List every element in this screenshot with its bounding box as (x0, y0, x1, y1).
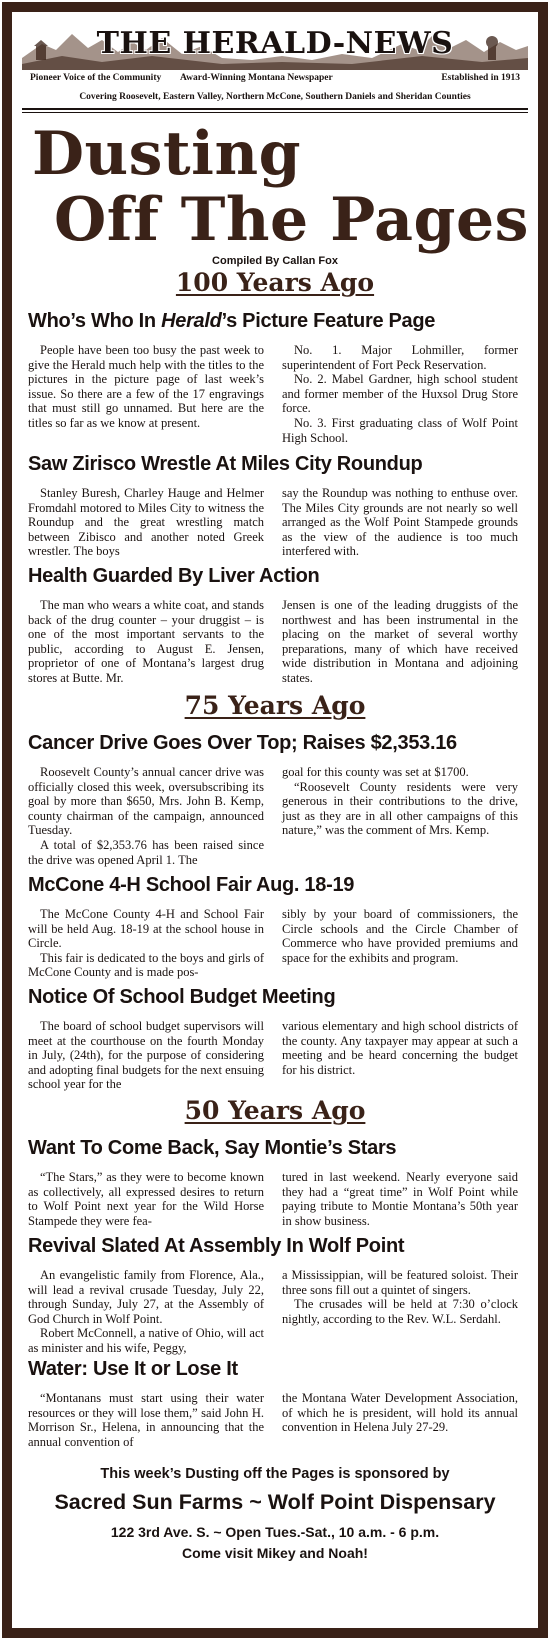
article-paragraph: No. 2. Mabel Gardner, high school student and former member of the Huxsol Drug Store force. (282, 372, 518, 416)
article-paragraph: People have been too busy the past week to give the Herald much help with the titles to the pictures in the picture page of last week’s issue. So there are a few of the 17 engravings that must still go unnamed. But here are the titles so far as we know at present. (28, 343, 264, 430)
sponsor-intro: This week’s Dusting off the Pages is sponsored by (100, 1466, 450, 1482)
article-column-right (282, 1019, 518, 1077)
masthead-right-tag: Established in 1913 (441, 73, 520, 83)
article-headline: Health Guarded By Liver Action (28, 565, 320, 587)
masthead-left-tag: Pioneer Voice of the Community (30, 73, 162, 83)
era-heading-75: 75 Years Ago (184, 691, 366, 720)
article-column-right (282, 343, 518, 445)
article-headline: Who’s Who In Herald’s Picture Feature Page (28, 310, 436, 332)
page-title-line-1: Dusting (32, 119, 302, 189)
article-column-right (282, 598, 518, 686)
masthead-title: THE HERALD-NEWS (96, 26, 454, 61)
article-paragraph: various elementary and high school districts of the county. Any taxpayer may appear at such a meeting and be heard concerning the budget for his district. (282, 1019, 518, 1077)
page-frame (2, 2, 548, 1638)
article-headline: Notice Of School Budget Meeting (28, 986, 336, 1008)
article-paragraph: Roosevelt County’s annual cancer drive was officially closed this week, oversubscribing its goal by more than $650, Mrs. John B. Kemp, county chairman of the campaign, announced Tuesday. (28, 765, 264, 838)
article-column-left (28, 598, 264, 686)
masthead-center-tag: Award-Winning Montana Newspaper (180, 73, 333, 83)
article-column-left (28, 907, 264, 980)
article-headline: Saw Zirisco Wrestle At Miles City Roundup (28, 453, 423, 475)
masthead (22, 20, 528, 114)
masthead-tagline-row (22, 73, 528, 87)
article-column-left (28, 765, 264, 867)
article-paragraph: No. 3. First graduating class of Wolf Point High School. (282, 415, 518, 445)
article-paragraph: Stanley Buresh, Charley Hauge and Helmer Fromdahl motored to Miles City to witness the Roundup and the great wrestling match between Zibisco and another noted Greek wrestler. The boys (28, 486, 264, 559)
article-column-right (282, 765, 518, 838)
byline: Compiled By Callan Fox (212, 255, 338, 267)
article-paragraph: An evangelistic family from Florence, Ala., will lead a revival crusade Tuesday, July 22, through Sunday, July 27, at the Assembly of God Church in Wolf Point. (28, 1268, 264, 1326)
article-paragraph: The McCone County 4-H and School Fair will be held Aug. 18-19 at the school house in Circle. (28, 907, 264, 951)
sponsor-invitation: Come visit Mikey and Noah! (182, 1545, 368, 1561)
article-paragraph: Robert McConnell, a native of Ohio, will act as minister and his wife, Peggy, (28, 1326, 264, 1355)
article-paragraph: The crusades will be held at 7:30 o’clock nightly, according to the Rev. W.L. Serdahl. (282, 1297, 518, 1326)
article-paragraph: The man who wears a white coat, and stands back of the drug counter – your druggist – is one of the most important servants to the public, according to August E. Jensen, proprietor of one of Montana’s largest drug stores at Butte. Mr. (28, 598, 264, 685)
article-paragraph: The board of school budget supervisors will meet at the courthouse on the fourth Monday in July, (24th), for the purpose of considering and adopting final budgets for the next ensuing school year for the (28, 1019, 264, 1092)
sponsor-address-hours: 122 3rd Ave. S. ~ Open Tues.-Sat., 10 a.m. - 6 p.m. (110, 1524, 440, 1540)
article-headline: Water: Use It or Lose It (28, 1358, 238, 1380)
masthead-rule (22, 108, 528, 110)
article-paragraph: the Montana Water Development Association, of which he is president, will hold its annual convention in Helena July 27-29. (282, 1391, 518, 1435)
article-paragraph: tured in last weekend. Nearly everyone said they had a “great time” in Wolf Point while paying tribute to Montie Montana’s 50th year in show business. (282, 1170, 518, 1228)
article-column-left (28, 343, 264, 431)
article-headline: McCone 4-H School Fair Aug. 18-19 (28, 874, 355, 896)
sponsor-name: Sacred Sun Farms ~ Wolf Point Dispensary (54, 1490, 496, 1514)
article-column-right (282, 1268, 518, 1326)
page-title-line-2: Off The Pages (54, 185, 529, 255)
article-paragraph: sibly by your board of commissioners, the Circle schools and the Circle Chamber of Commerce who have provided premiums and space for the exhibits and program. (282, 907, 518, 965)
article-column-right (282, 1170, 518, 1228)
article-paragraph: say the Roundup was nothing to enthuse over. The Miles City grounds are not nearly so well arranged as the Wolf Point Stampede grounds as the view of the audience is too much interfered with. (282, 486, 518, 559)
article-paragraph: This fair is dedicated to the boys and girls of McCone County and is made pos- (28, 950, 264, 980)
article-paragraph: “Roosevelt County residents were very generous in their contributions to the drive, just as they are in all other campaigns of this nature,” was the comment of Mrs. Kemp. (282, 779, 518, 838)
article-paragraph: a Mississippian, will be featured soloist. Their three sons fill out a quintet of singers. (282, 1268, 518, 1297)
article-column-right (282, 907, 518, 965)
article-paragraph: “The Stars,” as they were to become known as collectively, all expressed desires to return to Wolf Point next year for the Wild Horse Stampede they were fea- (28, 1170, 264, 1228)
article-column-left (28, 1391, 264, 1449)
article-paragraph: A total of $2,353.76 has been raised since the drive was opened April 1. The (28, 837, 264, 867)
article-paragraph: “Montanans must start using their water resources or they will lose them,” said John H. Morrison Sr., Helena, in announcing that the annual convention of (28, 1391, 264, 1449)
article-column-left (28, 1268, 264, 1356)
article-paragraph: goal for this county was set at $1700. (282, 765, 469, 779)
article-column-left (28, 1170, 264, 1228)
article-column-left (28, 1019, 264, 1092)
article-column-right (282, 1391, 518, 1435)
article-headline: Want To Come Back, Say Montie’s Stars (28, 1137, 397, 1159)
era-heading-100: 100 Years Ago (175, 268, 375, 297)
masthead-coverage: Covering Roosevelt, Eastern Valley, Northern McCone, Southern Daniels and Sheridan Counties (79, 92, 471, 102)
article-paragraph: No. 1. Major Lohmiller, former superintendent of Fort Peck Reservation. (282, 343, 518, 372)
article-column-left (28, 486, 264, 559)
era-heading-50: 50 Years Ago (184, 1096, 366, 1125)
masthead-rule-thin (22, 112, 528, 113)
article-headline: Cancer Drive Goes Over Top; Raises $2,353.16 (28, 732, 457, 754)
article-column-right (282, 486, 518, 559)
article-headline: Revival Slated At Assembly In Wolf Point (28, 1235, 405, 1257)
article-paragraph: Jensen is one of the leading druggists of the northwest and has been instrumental in the placing on the market of several worthy preparations, many of which have received wide distribution in Montana and adjoining states. (282, 598, 518, 685)
